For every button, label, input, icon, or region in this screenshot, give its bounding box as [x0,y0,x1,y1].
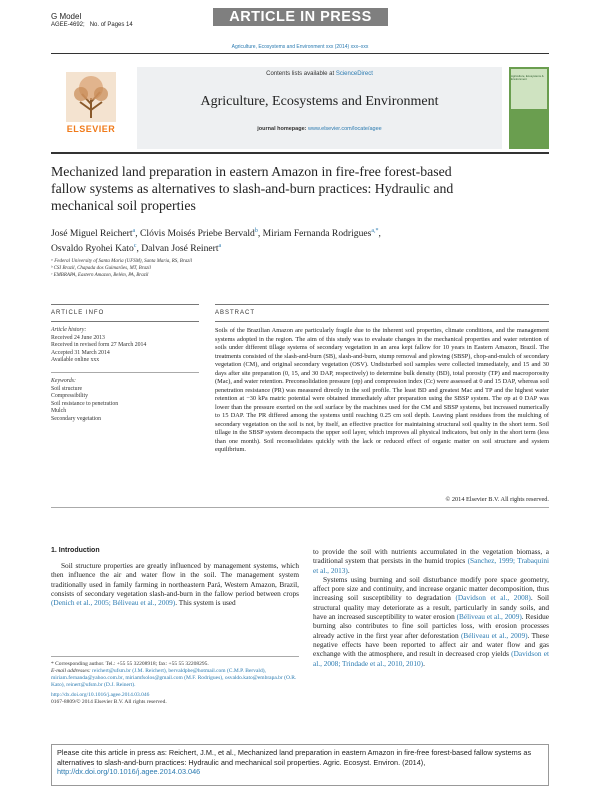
citation-box [51,744,549,786]
affiliations [51,258,351,279]
abstract-text: Soils of the Brazilian Amazon are particularly fragile due to the inherent soil properties, climate conditions, and the management systems adopted in the region. The aim of this study was to evaluate changes in the mechanical properties and water retention of soils under different tillage systems of secondary vegetation in an area kept fallow for 10 years in Eastern Amazon, Brazil. The treatments consisted of the slash-and-burn (SB), slash-and-burn, stump removal and plowing (SBSP), chop-and-mulch of secondary vegetation (CM), and original secondary vegetation (OSV). Undisturbed soil samples were collected immediately, and 15 and 30 days after site preparation (0, 15, and 30 DAP, respectively) to determine bulk density (BD), total porosity (TP) and macroporosity (Mac), and water retention. Preconsolidation pressure (σp) and compression index (Cc) were assessed at 0 and 15 DAP, whereas soil penetration resistance (PR) was measured directly in the soil profile. The least BD and greatest Mac and TP and the highest water retention at −30 kPa matric potential were obtained immediately after preparation using the SBSP system. The σp at 0 DAP was lower than the pressure exerted on the soil surface by the machines used for the CM and SBSP systems, but increased numerically to 15 DAP. The PR differed among the systems until reaching 0.25 cm soil depth. Leaving plant residues from the mulching of secondary vegetation on the soil is not, by itself, an effective practice for maintaining structural soil quality in the short term. Soil tillage in the SBSP system decompacts the upper soil layer, which improves all physical indicators, but only in the short term (less than one month). Soil reconsolidates quickly with the lack or reduced effect of organic matter on soil structure and system equilibrium. [215,327,549,453]
cover-title: Agriculture, Ecosystems & Environment [511,74,544,82]
article-in-press-banner: ARTICLE IN PRESS [213,8,388,26]
citation-doi-link[interactable]: http://dx.doi.org/10.1016/j.agee.2014.03.046 [57,767,201,776]
abstract-divider [215,321,549,322]
author-affil-mark: a [132,228,136,234]
manuscript-info [51,12,133,29]
model-label: G Model [51,12,82,21]
author-name: José Miguel Reichert [51,228,133,240]
author-affil-mark: b [254,228,258,234]
author-name: Clóvis Moisés Priebe Bervald [140,228,255,240]
sciencedirect-link[interactable]: ScienceDirect [335,71,373,77]
abstract-top-divider [215,304,549,305]
intro-left-paragraph [51,561,299,607]
corresponding-author-note: * Corresponding author. Tel.: +55 55 32208918; fax: +55 55 32208295. [51,661,209,667]
keyword: Soil resistance to penetration [51,400,119,407]
citation-link[interactable]: (Denich et al., 2005; Béliveau et al., 2009) [51,598,176,608]
intro-text: to provide the soil with nutrients accumulated in the vegetation biomass, a traditional system that persists in the humid tropics [313,547,549,566]
intro-right-paragraph: to provide the soil with nutrients accumulated in the vegetation biomass, a traditional system that persists in the humid tropics (Sanchez, 1999; Trabaquini et al., 2013). [313,547,549,575]
keywords-label: Keywords: [51,378,76,384]
author-affil-mark: a [218,243,222,250]
author-name: Miriam Fernanda Rodrigues [262,228,372,240]
intro-text: . Residue burning also contributes to fine soil particles loss, with erosion processes already active in the first year after deforestation [313,612,549,640]
history-item: Available online xxx [51,357,100,363]
elsevier-tree-logo-icon [52,70,130,124]
citation-link[interactable]: (Davidson et al., 2008) [455,593,531,603]
citation-link[interactable]: (Béliveau et al., 2009) [460,630,528,640]
citation-text: Please cite this article in press as: Reichert, J.M., et al., Mechanized land preparation in eastern Amazon in fire-free forest-based fallow systems as alternatives to slash-and-burn practices: Hydraulic and mechanical soil properties. Agric. Ecosyst. Environ. (2014), [57,748,532,767]
journal-cover [509,67,549,149]
journal-title: Agriculture, Ecosystems and Environment [200,94,439,109]
doi-link[interactable]: http://dx.doi.org/10.1016/j.agee.2014.03.046 [51,692,150,698]
abstract-bottom-divider [51,507,549,508]
history-item: Received 24 June 2013 [51,334,105,341]
intro-text: . Soil structural quality may deteriorate as a result, particularly in sandy soils, and have an increased susceptibility to water erosion [313,593,550,622]
author-name: Dalvan José Reinert [141,243,219,255]
masthead-divider [51,152,549,154]
keyword: Mulch [51,408,67,414]
author-name: Osvaldo Ryohei Kato [51,243,134,255]
history-label: Article history: [51,327,87,333]
abstract-heading: ABSTRACT [215,310,256,316]
journal-homepage [137,126,502,132]
homepage-label: journal homepage: [257,126,307,132]
info-divider [51,321,199,322]
intro-text: Soil structure properties are greatly influenced by management systems, which then influence the air and water flow in the soil. The management system traditionally used in family farming in northeastern Pará, Western Amazon, Brazil, consists of secondary vegetation slash-and-burn in the fallow period between crops [51,561,299,598]
keyword: Secondary vegetation [51,415,102,422]
contents-line [137,71,502,77]
affiliation: ᵇ CSI Brazil, Chapada dos Guimarães, MT, Brazil [51,266,151,271]
issn-line: 0167-8809/© 2014 Elsevier B.V. All rights reserved. [51,699,167,705]
copyright-notice: © 2014 Elsevier B.V. All rights reserved. [445,496,549,503]
ref-label: AGEE-4692; [51,22,85,28]
article-title: Mechanized land preparation in eastern Amazon in fire-free forest-based fallow systems as alternatives to slash-and-burn practices: Hydraulic and mechanical soil properties [51,164,454,213]
intro-right-column [313,547,549,668]
footnotes [51,661,299,706]
intro-right-paragraph: Systems using burning and soil disturbance modify pore space geometry, affect pore size and continuity, and increase organic matter decomposition, thus increasing soil susceptibility to degradation (Davidson et al., 2008). Soil structural quality may deteriorate as a result, particularly in sandy soils, and have an increased susceptibility to water erosion (Béliveau et al., 2009). Residue burning also contributes to fine soil particles loss, with erosion processes already active in the first year after deforestation (Béliveau et al., 2009). These negative effects have been reported to affect air and water flow and gas exchange with the atmosphere, and result in decreased crop yields (Davidson et al., 2008; Trindade et al., 2010, 2010). [313,574,550,668]
intro-heading: 1. Introduction [51,547,100,554]
author-affil-mark: c [133,243,137,250]
affiliation: ᵃ Federal University of Santa Maria (UFSM), Santa Maria, RS, Brazil [51,259,193,264]
keyword: Compressibility [51,393,89,399]
citation-link[interactable]: (Davidson et al., 2008; Trindade et al., 2010, 2010) [313,649,549,668]
header-divider [51,53,549,54]
author-list: José Miguel Reichert$^a$, Clóvis Moisés Priebe Bervald$^b$, Miriam Fernanda Rodrigues$^{a,*}$, Osvaldo Ryohei Kato$^c$, Dalvan José Reinert$^a$ [51,228,381,255]
footnote-divider [51,656,299,657]
intro-text: . These negative effects have been reported to affect air and water flow and gas exchange with the atmosphere, and result in decreased crop yields [313,630,549,659]
email-label: E-mail addresses: [51,668,91,674]
keywords [51,378,201,423]
email-list[interactable]: reichert@ufsm.br (J.M. Reichert), bervaldpbe@hotmail.com (C.M.P. Bervald), miriam.fernanda@yahoo.com.br, miriamfsolos@gmail.com (M.F. Rodrigues), osvaldo.kato@embrapa.br (O.R. Kato), reinert@ufsm.br (D.J. Reinert). [51,668,297,688]
homepage-link[interactable]: www.elsevier.com/locate/agee [308,126,382,132]
article-history [51,327,201,365]
pages-label: No. of Pages 14 [89,22,133,28]
publisher-name: ELSEVIER [66,124,116,134]
citation-link[interactable]: (Sanchez, 1999; Trabaquini et al., 2013) [313,556,549,575]
intro-text: . This system is used [175,598,236,608]
history-item: Received in revised form 27 March 2014 [51,342,147,348]
contents-text: Contents lists available at [266,71,335,77]
author-affil-mark: a,* [371,228,379,234]
journal-citation: Agriculture, Ecosystems and Environment xxx (2014) xxx–xxx [231,44,369,50]
intro-text: Systems using burning and soil disturbance modify pore space geometry, affect pore size and continuity, and increase organic matter decomposition, thus increasing soil susceptibility to degradation [313,574,549,603]
history-item: Accepted 31 March 2014 [51,349,110,356]
citation-link[interactable]: (Béliveau et al., 2009) [456,612,522,622]
article-info-heading: ARTICLE INFO [51,310,105,316]
keywords-divider [51,372,199,373]
affiliation: ᶜ EMBRAPA, Eastern Amazon, Belém, PA, Brazil [51,273,149,278]
keyword: Soil structure [51,385,83,392]
info-top-divider [51,304,199,305]
